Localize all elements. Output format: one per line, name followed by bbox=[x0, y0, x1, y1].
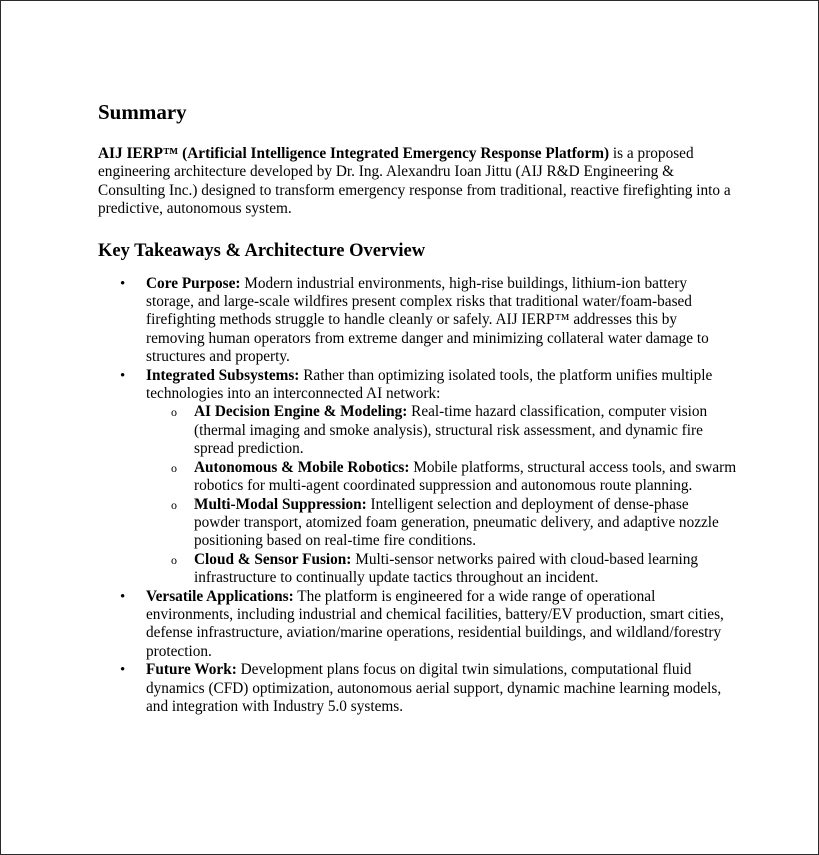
list-item-text: Rather than optimizing isolated tools, the platform unifies multiple technologies into an interconnected AI network: bbox=[146, 366, 713, 403]
takeaways-list bbox=[98, 275, 738, 717]
sub-item-sensor-fusion bbox=[146, 551, 738, 588]
list-item-text: Development plans focus on digital twin simulations, computational fluid dynamics (CFD) optimization, autonomous aerial support, dynamic machine learning models, and integration with Industry 5.0 systems. bbox=[146, 661, 722, 715]
list-item-title: Core Purpose: bbox=[146, 274, 241, 292]
sub-item-suppression bbox=[146, 496, 738, 551]
summary-heading: Summary bbox=[98, 100, 187, 124]
list-item-title: Versatile Applications: bbox=[146, 587, 294, 605]
sub-item-text: Multi-sensor networks paired with cloud-based learning infrastructure to continually update tactics throughout an incident. bbox=[194, 550, 699, 587]
sub-item-title: AI Decision Engine & Modeling: bbox=[194, 403, 408, 421]
list-item-text: Modern industrial environments, high-rise buildings, lithium-ion battery storage, and large-scale wildfires present complex risks that traditional water/foam-based firefighting methods struggle to handle cleanly or safely. AIJ IERP™ addresses this by removing human operators from extreme danger and minimizing collateral water damage to structures and property. bbox=[146, 274, 709, 366]
bullet-icon: • bbox=[120, 588, 126, 605]
list-item-future-work bbox=[98, 661, 738, 716]
sub-item-title: Multi-Modal Suppression: bbox=[194, 495, 367, 513]
bullet-icon: • bbox=[120, 662, 126, 679]
summary-intro bbox=[98, 145, 738, 219]
list-item-text: The platform is engineered for a wide range of operational environments, including industrial and chemical facilities, battery/EV production, smart cities, defense infrastructure, aviation/marine operations, residential buildings, and wildland/forestry protection. bbox=[146, 587, 724, 660]
list-item-core-purpose bbox=[98, 275, 738, 367]
subsystems-list bbox=[146, 403, 738, 587]
list-item-versatile-applications bbox=[98, 588, 738, 662]
sub-item-text: Real-time hazard classification, computer vision (thermal imaging and smoke analysis), structural risk assessment, and dynamic fire spread prediction. bbox=[194, 403, 708, 458]
intro-platform-name: AIJ IERP™ (Artificial Intelligence Integrated Emergency Response Platform) bbox=[98, 145, 610, 162]
document-content bbox=[98, 99, 738, 716]
list-item-title: Future Work: bbox=[146, 661, 237, 679]
sub-item-title: Autonomous & Mobile Robotics: bbox=[194, 458, 410, 476]
sub-item-text: Intelligent selection and deployment of dense-phase powder transport, atomized foam generation, pneumatic delivery, and adaptive nozzle positioning based on real-time fire conditions. bbox=[194, 495, 719, 550]
circle-bullet-icon: o bbox=[171, 405, 177, 420]
circle-bullet-icon: o bbox=[171, 497, 177, 512]
sub-item-text: Mobile platforms, structural access tools, and swarm robotics for multi-agent coordinated suppression and autonomous route planning. bbox=[194, 458, 737, 495]
intro-description: is a proposed engineering architecture developed by Dr. Ing. Alexandru Ioan Jittu (AIJ R&D Engineering & Consulting Inc.) designed to transform emergency response from traditional, reactive firefighting into a predictive, autonomous system. bbox=[98, 145, 731, 218]
bullet-icon: • bbox=[120, 275, 126, 292]
sub-item-ai-decision-engine bbox=[146, 403, 738, 458]
overview-heading: Key Takeaways & Architecture Overview bbox=[98, 240, 426, 261]
circle-bullet-icon: o bbox=[171, 552, 177, 567]
circle-bullet-icon: o bbox=[171, 460, 177, 475]
list-item-title: Integrated Subsystems: bbox=[146, 366, 300, 384]
list-item-integrated-subsystems bbox=[98, 367, 738, 588]
sub-item-robotics bbox=[146, 459, 738, 496]
sub-item-title: Cloud & Sensor Fusion: bbox=[194, 550, 352, 568]
bullet-icon: • bbox=[120, 367, 126, 384]
